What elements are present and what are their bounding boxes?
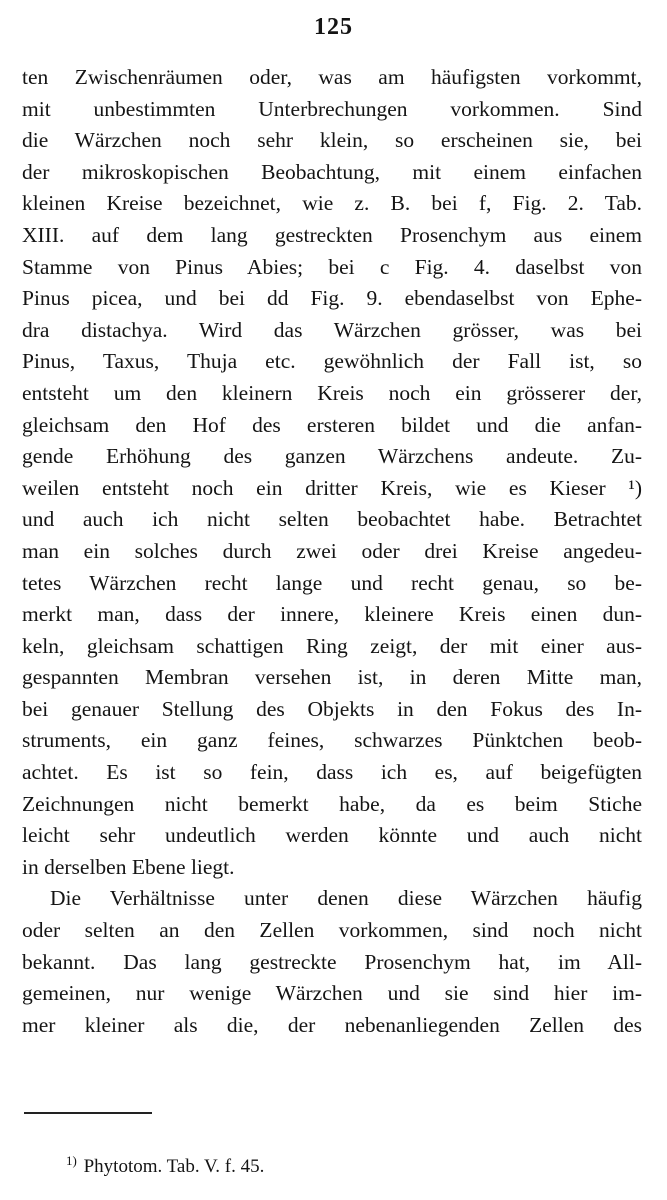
text-line: keln, gleichsam schattigen Ring zeigt, der mit einer aus- bbox=[22, 633, 642, 658]
body-text bbox=[22, 62, 642, 1041]
text-line: Stamme von Pinus Abies; bei c Fig. 4. daselbst von bbox=[22, 254, 642, 279]
text-line: struments, ein ganz feines, schwarzes Pünktchen beob- bbox=[22, 728, 642, 753]
text-line: tetes Wärzchen recht lange und recht genau, so be- bbox=[22, 570, 642, 595]
page-number: 125 bbox=[314, 14, 353, 40]
text-line: ten Zwischenräumen oder, was am häufigsten vorkommt, bbox=[22, 65, 642, 89]
text-line: gespannten Membran versehen ist, in deren Mitte man, bbox=[22, 665, 642, 690]
text-line: Pinus, Taxus, Thuja etc. gewöhnlich der Fall ist, so bbox=[22, 349, 642, 374]
footnote-text: Phytotom. Tab. V. f. 45. bbox=[83, 1156, 265, 1177]
footnote-marker: 1) bbox=[66, 1153, 77, 1168]
text-line: oder selten an den Zellen vorkommen, sind noch nicht bbox=[22, 918, 642, 943]
text-line: gende Erhöhung des ganzen Wärzchens andeute. Zu- bbox=[22, 444, 642, 469]
text-line: merkt man, dass der innere, kleinere Kreis einen dun- bbox=[22, 602, 642, 627]
text-line: mer kleiner als die, der nebenanliegenden Zellen des bbox=[22, 1012, 642, 1037]
text-line: leicht sehr undeutlich werden könnte und auch nicht bbox=[22, 823, 642, 848]
text-line: bei genauer Stellung des Objekts in den Fokus des In- bbox=[22, 696, 642, 721]
text-line: man ein solches durch zwei oder drei Kreise angedeu- bbox=[22, 538, 642, 563]
text-line: Zeichnungen nicht bemerkt habe, da es beim Stiche bbox=[22, 791, 642, 816]
text-line: gemeinen, nur wenige Wärzchen und sie sind hier im- bbox=[22, 981, 642, 1006]
text-line: die Wärzchen noch sehr klein, so erscheinen sie, bei bbox=[22, 128, 642, 153]
text-line: weilen entsteht noch ein dritter Kreis, wie es Kieser ¹) bbox=[22, 475, 642, 500]
paragraph-start-line: Die Verhältnisse unter denen diese Wärzchen häufig bbox=[50, 886, 642, 911]
text-line: kleinen Kreise bezeichnet, wie z. B. bei f, Fig. 2. Tab. bbox=[22, 191, 642, 216]
text-line: XIII. auf dem lang gestreckten Prosenchym aus einem bbox=[22, 222, 642, 247]
text-line: der mikroskopischen Beobachtung, mit einem einfachen bbox=[22, 159, 642, 184]
footnote bbox=[66, 1153, 264, 1178]
text-line: dra distachya. Wird das Wärzchen grösser, was bei bbox=[22, 317, 642, 342]
text-line: bekannt. Das lang gestreckte Prosenchym hat, im All- bbox=[22, 949, 642, 974]
text-line: und auch ich nicht selten beobachtet habe. Betrachtet bbox=[22, 507, 642, 532]
text-line: gleichsam den Hof des ersteren bildet und die anfan- bbox=[22, 412, 642, 437]
text-line: achtet. Es ist so fein, dass ich es, auf beigefügten bbox=[22, 760, 642, 785]
paragraph-end-line: in derselben Ebene liegt. bbox=[22, 854, 235, 879]
text-line: mit unbestimmten Unterbrechungen vorkommen. Sind bbox=[22, 96, 642, 121]
text-line: Pinus picea, und bei dd Fig. 9. ebendaselbst von Ephe- bbox=[22, 286, 642, 311]
footnote-divider bbox=[24, 1112, 152, 1114]
text-line: entsteht um den kleinern Kreis noch ein grösserer der, bbox=[22, 380, 642, 405]
